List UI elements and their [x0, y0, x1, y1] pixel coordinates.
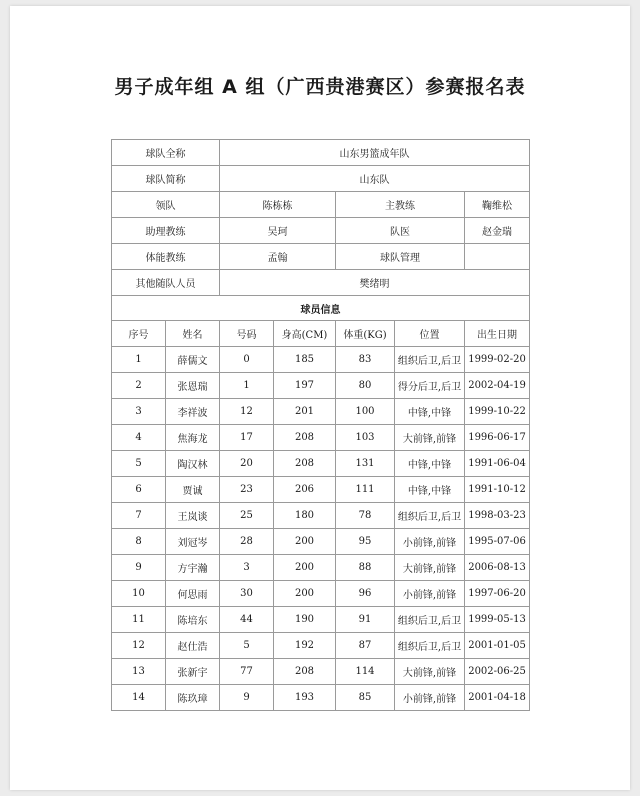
player-height: 193	[274, 685, 336, 711]
player-name: 张新宇	[166, 659, 220, 685]
player-number: 17	[220, 425, 274, 451]
table-row	[112, 659, 530, 685]
value-head-coach: 鞠维松	[465, 192, 530, 218]
player-birth: 1999-05-13	[465, 607, 530, 633]
player-no: 7	[112, 503, 166, 529]
value-team-full-name: 山东男篮成年队	[220, 140, 530, 166]
player-number: 77	[220, 659, 274, 685]
player-weight: 80	[336, 373, 395, 399]
player-name: 贾诚	[166, 477, 220, 503]
player-weight: 91	[336, 607, 395, 633]
player-name: 焦海龙	[166, 425, 220, 451]
player-weight: 131	[336, 451, 395, 477]
player-weight: 78	[336, 503, 395, 529]
player-weight: 88	[336, 555, 395, 581]
table-row	[112, 347, 530, 373]
player-position: 中锋,中锋	[395, 477, 465, 503]
column-header-name: 姓名	[166, 321, 220, 347]
value-manager	[465, 244, 530, 270]
player-height: 208	[274, 425, 336, 451]
column-header-number: 号码	[220, 321, 274, 347]
column-header-height: 身高(CM)	[274, 321, 336, 347]
table-row	[112, 555, 530, 581]
player-number: 1	[220, 373, 274, 399]
player-position: 小前锋,前锋	[395, 685, 465, 711]
player-weight: 96	[336, 581, 395, 607]
label-doctor: 队医	[336, 218, 465, 244]
table-row	[112, 581, 530, 607]
player-position: 组织后卫,后卫	[395, 607, 465, 633]
player-number: 3	[220, 555, 274, 581]
player-name: 方宇瀚	[166, 555, 220, 581]
player-number: 30	[220, 581, 274, 607]
player-birth: 1999-02-20	[465, 347, 530, 373]
player-number: 9	[220, 685, 274, 711]
table-row	[112, 633, 530, 659]
player-weight: 87	[336, 633, 395, 659]
player-birth: 1991-06-04	[465, 451, 530, 477]
player-no: 6	[112, 477, 166, 503]
table-row	[112, 399, 530, 425]
player-number: 0	[220, 347, 274, 373]
column-header-position: 位置	[395, 321, 465, 347]
table-row	[112, 477, 530, 503]
column-header-no: 序号	[112, 321, 166, 347]
player-height: 190	[274, 607, 336, 633]
player-position: 大前锋,前锋	[395, 555, 465, 581]
label-leader: 领队	[112, 192, 220, 218]
value-doctor: 赵金瑞	[465, 218, 530, 244]
player-no: 14	[112, 685, 166, 711]
player-no: 5	[112, 451, 166, 477]
column-header-weight: 体重(KG)	[336, 321, 395, 347]
player-name: 王岚谈	[166, 503, 220, 529]
players-section-header	[112, 296, 530, 321]
player-position: 组织后卫,后卫	[395, 503, 465, 529]
player-name: 李祥波	[166, 399, 220, 425]
column-header-birth: 出生日期	[465, 321, 530, 347]
player-birth: 2002-06-25	[465, 659, 530, 685]
player-name: 何思雨	[166, 581, 220, 607]
row-team-full-name	[112, 140, 530, 166]
player-height: 192	[274, 633, 336, 659]
player-name: 薛儒文	[166, 347, 220, 373]
value-fitness-coach: 孟翰	[220, 244, 336, 270]
player-birth: 2006-08-13	[465, 555, 530, 581]
player-height: 200	[274, 529, 336, 555]
player-name: 刘冠岑	[166, 529, 220, 555]
player-weight: 111	[336, 477, 395, 503]
player-height: 185	[274, 347, 336, 373]
player-no: 2	[112, 373, 166, 399]
player-position: 中锋,中锋	[395, 451, 465, 477]
player-no: 10	[112, 581, 166, 607]
player-height: 200	[274, 555, 336, 581]
player-birth: 1997-06-20	[465, 581, 530, 607]
player-no: 8	[112, 529, 166, 555]
label-head-coach: 主教练	[336, 192, 465, 218]
value-others: 樊绪明	[220, 270, 530, 296]
player-position: 大前锋,前锋	[395, 659, 465, 685]
player-name: 陈玖璋	[166, 685, 220, 711]
player-birth: 2001-01-05	[465, 633, 530, 659]
player-height: 201	[274, 399, 336, 425]
table-row	[112, 607, 530, 633]
table-row	[112, 529, 530, 555]
table-row	[112, 425, 530, 451]
player-weight: 100	[336, 399, 395, 425]
player-number: 20	[220, 451, 274, 477]
row-team-short-name	[112, 166, 530, 192]
player-height: 208	[274, 451, 336, 477]
player-number: 25	[220, 503, 274, 529]
table-row	[112, 503, 530, 529]
player-position: 小前锋,前锋	[395, 581, 465, 607]
player-weight: 83	[336, 347, 395, 373]
player-no: 9	[112, 555, 166, 581]
row-fitness-coach	[112, 244, 530, 270]
row-leader	[112, 192, 530, 218]
player-number: 12	[220, 399, 274, 425]
player-birth: 1991-10-12	[465, 477, 530, 503]
table-row	[112, 373, 530, 399]
player-birth: 1996-06-17	[465, 425, 530, 451]
player-no: 13	[112, 659, 166, 685]
player-birth: 1999-10-22	[465, 399, 530, 425]
players-column-headers	[112, 321, 530, 347]
player-height: 180	[274, 503, 336, 529]
player-number: 28	[220, 529, 274, 555]
label-team-full-name: 球队全称	[112, 140, 220, 166]
row-others	[112, 270, 530, 296]
player-birth: 1995-07-06	[465, 529, 530, 555]
label-manager: 球队管理	[336, 244, 465, 270]
value-assistant-coach: 吴珂	[220, 218, 336, 244]
player-height: 197	[274, 373, 336, 399]
player-weight: 95	[336, 529, 395, 555]
player-height: 200	[274, 581, 336, 607]
player-number: 44	[220, 607, 274, 633]
player-name: 赵仕浩	[166, 633, 220, 659]
value-leader: 陈栋栋	[220, 192, 336, 218]
row-assistant-coach	[112, 218, 530, 244]
players-section-label: 球员信息	[112, 296, 530, 321]
player-no: 3	[112, 399, 166, 425]
label-fitness-coach: 体能教练	[112, 244, 220, 270]
player-name: 张恩瑞	[166, 373, 220, 399]
player-height: 208	[274, 659, 336, 685]
player-name: 陶汉林	[166, 451, 220, 477]
label-team-short-name: 球队简称	[112, 166, 220, 192]
label-assistant-coach: 助理教练	[112, 218, 220, 244]
player-position: 小前锋,前锋	[395, 529, 465, 555]
document-title: 男子成年组 A 组（广西贵港赛区）参赛报名表	[114, 76, 526, 98]
table-row	[112, 451, 530, 477]
player-name: 陈培东	[166, 607, 220, 633]
player-number: 23	[220, 477, 274, 503]
player-position: 得分后卫,后卫	[395, 373, 465, 399]
player-weight: 103	[336, 425, 395, 451]
player-position: 组织后卫,后卫	[395, 347, 465, 373]
player-height: 206	[274, 477, 336, 503]
player-no: 12	[112, 633, 166, 659]
player-position: 中锋,中锋	[395, 399, 465, 425]
label-others: 其他随队人员	[112, 270, 220, 296]
player-position: 组织后卫,后卫	[395, 633, 465, 659]
player-position: 大前锋,前锋	[395, 425, 465, 451]
table-row	[112, 685, 530, 711]
player-birth: 1998-03-23	[465, 503, 530, 529]
registration-table	[111, 139, 530, 711]
player-no: 4	[112, 425, 166, 451]
player-no: 1	[112, 347, 166, 373]
player-number: 5	[220, 633, 274, 659]
value-team-short-name: 山东队	[220, 166, 530, 192]
player-weight: 85	[336, 685, 395, 711]
player-birth: 2001-04-18	[465, 685, 530, 711]
player-no: 11	[112, 607, 166, 633]
player-birth: 2002-04-19	[465, 373, 530, 399]
player-weight: 114	[336, 659, 395, 685]
